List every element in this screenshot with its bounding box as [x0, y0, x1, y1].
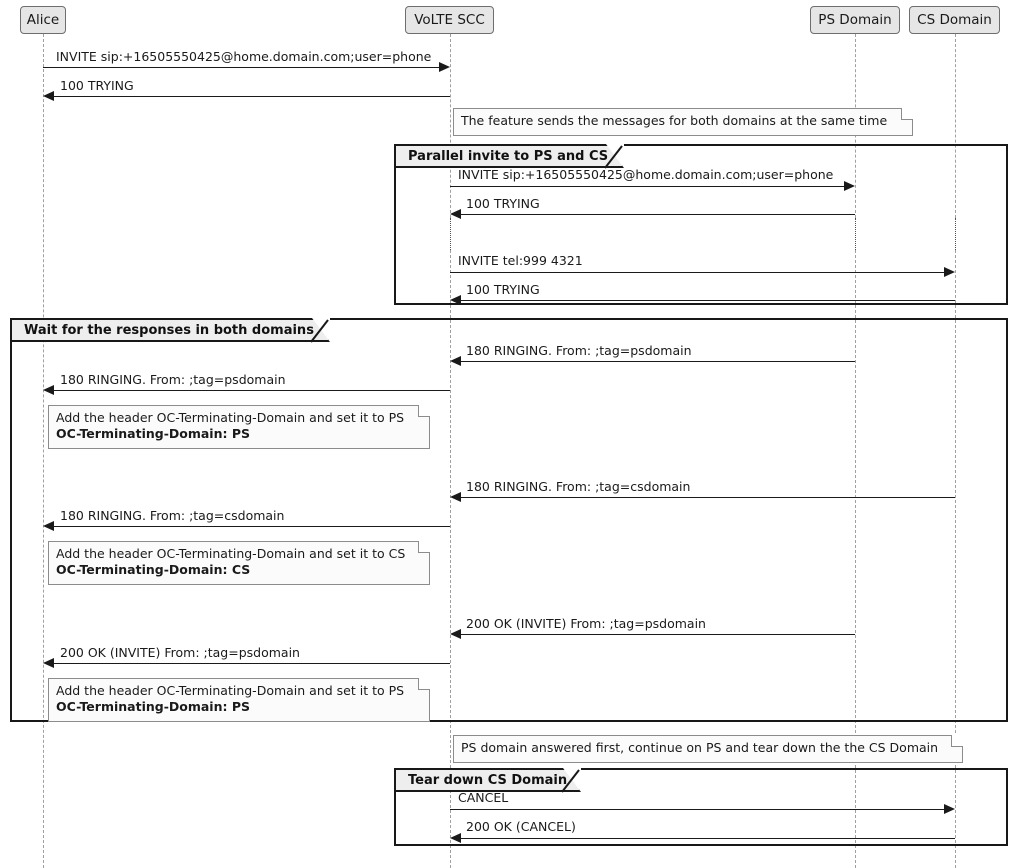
note-oc-cs-ringing-line1: Add the header OC-Terminating-Domain and set it to CS — [56, 546, 406, 561]
note-parallel-messages-line1: The feature sends the messages for both domains at the same time — [461, 113, 888, 128]
note-oc-terminating-domain-cs-ringing — [48, 541, 430, 585]
message-arrowhead-m7 — [450, 356, 461, 366]
note-oc-cs-ringing-line2: OC-Terminating-Domain: CS — [56, 562, 251, 577]
message-line-m9 — [461, 497, 955, 498]
message-line-m4 — [461, 214, 855, 215]
message-label-m1: INVITE sip:+16505550425@home.domain.com;user=phone — [56, 49, 432, 64]
message-arrowhead-m9 — [450, 492, 461, 502]
participant-cs-domain[interactable] — [909, 6, 1000, 34]
message-label-m12: 200 OK (INVITE) From: ;tag=psdomain — [60, 645, 300, 660]
message-label-m8: 180 RINGING. From: ;tag=psdomain — [60, 372, 286, 387]
group-header-parallel-invite-label: Parallel invite to PS and CS — [408, 148, 609, 164]
message-label-m7: 180 RINGING. From: ;tag=psdomain — [466, 343, 692, 358]
group-notch-line-icon — [303, 318, 329, 344]
message-arrowhead-m8 — [43, 385, 54, 395]
message-arrowhead-m14 — [450, 833, 461, 843]
message-arrowhead-m2 — [43, 91, 54, 101]
message-line-m14 — [461, 838, 955, 839]
participant-alice[interactable] — [20, 6, 66, 34]
note-oc-terminating-domain-ps-ok — [48, 678, 430, 722]
message-arrowhead-m4 — [450, 209, 461, 219]
note-oc-ps-ringing-line2: OC-Terminating-Domain: PS — [56, 426, 251, 441]
message-line-m12 — [54, 663, 450, 664]
message-line-m3 — [450, 186, 844, 187]
note-ps-answered-first-line1: PS domain answered first, continue on PS and tear down the the CS Domain — [461, 740, 939, 755]
message-arrowhead-m5 — [944, 267, 955, 277]
participant-alice-label: Alice — [26, 12, 60, 28]
group-header-wait-responses-label: Wait for the responses in both domains — [24, 322, 314, 338]
participant-ps-domain-label: PS Domain — [818, 12, 892, 28]
message-line-m13 — [450, 809, 944, 810]
note-ps-answered-first — [453, 735, 963, 763]
note-fold-icon — [418, 678, 430, 690]
note-parallel-messages — [453, 108, 913, 136]
message-line-m1 — [43, 67, 439, 68]
message-line-m2 — [54, 96, 450, 97]
note-oc-terminating-domain-ps-ringing — [48, 405, 430, 449]
note-fold-icon — [901, 108, 913, 120]
message-arrowhead-m3 — [844, 181, 855, 191]
message-arrowhead-m12 — [43, 658, 54, 668]
message-label-m5: INVITE tel:999 4321 — [458, 253, 583, 268]
message-label-m13: CANCEL — [458, 790, 509, 805]
message-line-m5 — [450, 272, 944, 273]
message-label-m11: 200 OK (INVITE) From: ;tag=psdomain — [466, 616, 706, 631]
message-label-m3: INVITE sip:+16505550425@home.domain.com;user=phone — [458, 167, 834, 182]
message-arrowhead-m1 — [439, 62, 450, 72]
message-arrowhead-m6 — [450, 295, 461, 305]
message-line-m8 — [54, 390, 450, 391]
message-label-m9: 180 RINGING. From: ;tag=csdomain — [466, 479, 691, 494]
note-fold-icon — [418, 541, 430, 553]
group-header-wait-responses — [12, 320, 330, 342]
message-label-m6: 100 TRYING — [466, 282, 540, 297]
note-oc-ps-ok-line1: Add the header OC-Terminating-Domain and set it to PS — [56, 683, 405, 698]
participant-volte-scc[interactable] — [405, 6, 494, 34]
message-line-m6 — [461, 300, 955, 301]
group-notch-line-icon — [554, 768, 580, 794]
message-line-m11 — [461, 634, 855, 635]
note-oc-ps-ok-line2: OC-Terminating-Domain: PS — [56, 699, 251, 714]
note-oc-ps-ringing-line1: Add the header OC-Terminating-Domain and set it to PS — [56, 410, 405, 425]
message-label-m2: 100 TRYING — [60, 78, 134, 93]
message-arrowhead-m13 — [944, 804, 955, 814]
note-fold-icon — [951, 735, 963, 747]
message-label-m4: 100 TRYING — [466, 196, 540, 211]
message-line-m10 — [54, 526, 450, 527]
message-label-m14: 200 OK (CANCEL) — [466, 819, 576, 834]
participant-cs-domain-label: CS Domain — [917, 12, 992, 28]
note-fold-icon — [418, 405, 430, 417]
message-label-m10: 180 RINGING. From: ;tag=csdomain — [60, 508, 285, 523]
group-header-tear-down-cs-label: Tear down CS Domain — [408, 772, 568, 788]
message-arrowhead-m11 — [450, 629, 461, 639]
message-arrowhead-m10 — [43, 521, 54, 531]
group-header-parallel-invite — [396, 146, 624, 168]
participant-ps-domain[interactable] — [810, 6, 900, 34]
group-header-tear-down-cs — [396, 770, 581, 792]
message-line-m7 — [461, 361, 855, 362]
participant-volte-scc-label: VoLTE SCC — [414, 12, 485, 28]
